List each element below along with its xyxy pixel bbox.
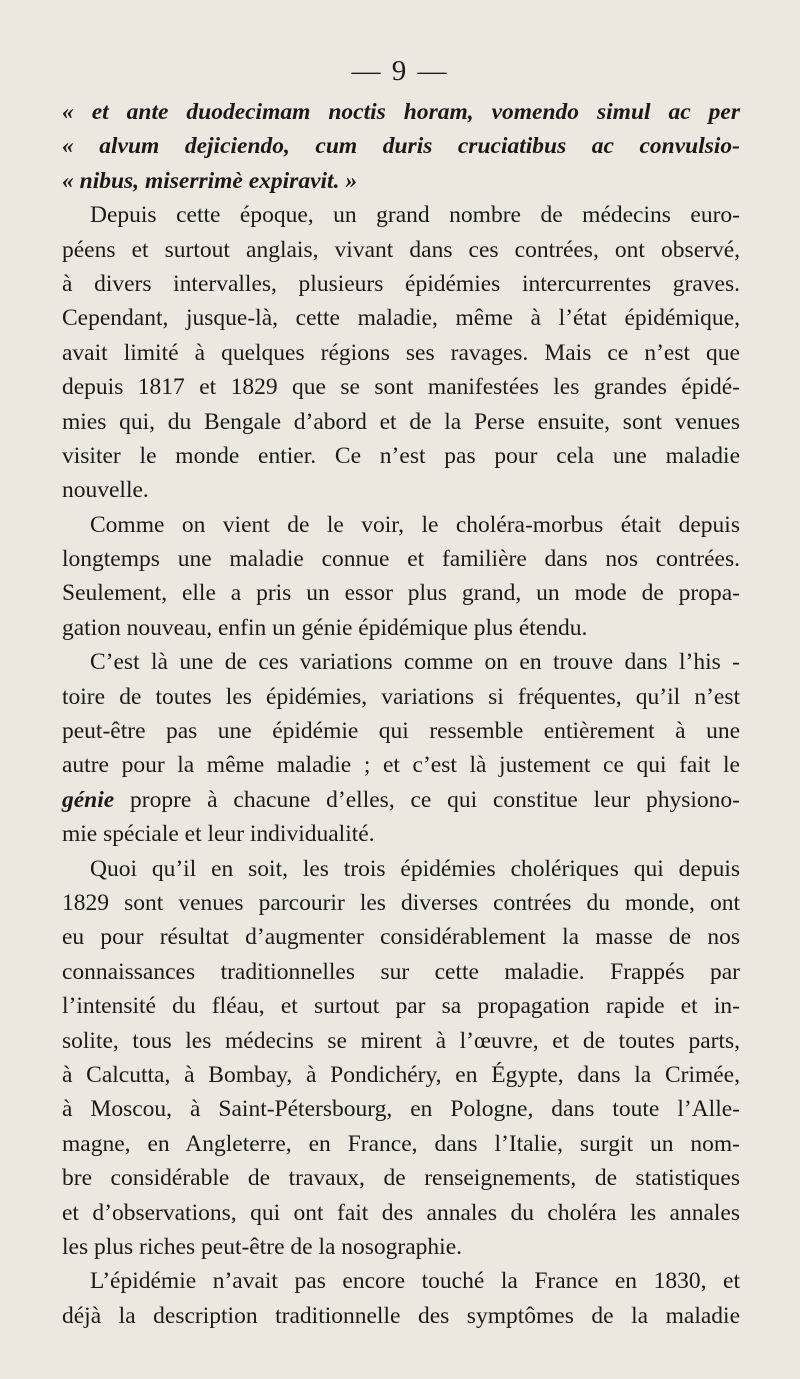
paragraph-line: connaissances traditionnelles sur cette maladie. Frappés par xyxy=(62,958,740,985)
quote-line: « alvum dejiciendo, cum duris cruciatibus ac convulsio- xyxy=(62,133,740,160)
paragraph-line: péens et surtout anglais, vivant dans ces contrées, ont observé, xyxy=(62,236,740,263)
paragraph-line: nouvelle. xyxy=(62,477,149,504)
paragraph-line: Cependant, jusque-là, cette maladie, même à l’état épidémique, xyxy=(62,305,740,332)
paragraph-line: déjà la description traditionnelle des symptômes de la maladie xyxy=(62,1302,740,1329)
page-text xyxy=(62,95,740,1333)
paragraph-line: L’épidémie n’avait pas encore touché la France en 1830, et xyxy=(90,1268,740,1295)
quote-line: « nibus, miserrimè expiravit. » xyxy=(62,167,358,194)
paragraph-line: Seulement, elle a pris un essor plus grand, un mode de propa- xyxy=(62,580,740,607)
paragraph-line xyxy=(62,783,740,817)
paragraph-line: et d’observations, qui ont fait des annales du choléra les annales xyxy=(62,1199,740,1226)
paragraph-line: magne, en Angleterre, en France, dans l’Italie, surgit un nom- xyxy=(62,1130,740,1157)
paragraph-line: gation nouveau, enfin un génie épidémique plus étendu. xyxy=(62,614,588,641)
paragraph-line: les plus riches peut-être de la nosographie. xyxy=(62,1233,463,1260)
paragraph-line: avait limité à quelques régions ses ravages. Mais ce n’est que xyxy=(62,339,740,366)
paragraph-line: autre pour la même maladie ; et c’est là justement ce qui fait le xyxy=(62,752,740,779)
paragraph-line: Depuis cette époque, un grand nombre de médecins euro- xyxy=(90,202,740,229)
page-number: — 9 — xyxy=(351,55,449,87)
paragraph-line: depuis 1817 et 1829 que se sont manifestées les grandes épidé- xyxy=(62,374,740,401)
paragraph-line: visiter le monde entier. Ce n’est pas pour cela une maladie xyxy=(62,442,740,469)
paragraph-line: à Calcutta, à Bombay, à Pondichéry, en Égypte, dans la Crimée, xyxy=(62,1061,740,1088)
paragraph-line: à Moscou, à Saint-Pétersbourg, en Pologne, dans toute l’Alle- xyxy=(62,1096,740,1123)
paragraph-line-rest: propre à chacune d’elles, ce qui constitue leur physiono- xyxy=(114,786,740,813)
paragraph-line: Quoi qu’il en soit, les trois épidémies cholériques qui depuis xyxy=(90,855,740,882)
paragraph-line: Comme on vient de le voir, le choléra-morbus était depuis xyxy=(90,511,740,538)
paragraph-line: bre considérable de travaux, de renseignements, de statistiques xyxy=(62,1165,740,1192)
paragraph-line: C’est là une de ces variations comme on en trouve dans l’his - xyxy=(90,649,740,676)
paragraph-line: peut-être pas une épidémie qui ressemble entièrement à une xyxy=(62,718,740,745)
quote-line: « et ante duodecimam noctis horam, vomendo simul ac per xyxy=(62,99,740,125)
paragraph-line: eu pour résultat d’augmenter considérablement la masse de nos xyxy=(62,924,740,951)
paragraph-line: 1829 sont venues parcourir les diverses contrées du monde, ont xyxy=(62,889,740,916)
paragraph-line: l’intensité du fléau, et surtout par sa propagation rapide et in- xyxy=(62,993,740,1020)
paragraph-line: à divers intervalles, plusieurs épidémies intercurrentes graves. xyxy=(62,270,740,297)
paragraph-line: mie spéciale et leur individualité. xyxy=(62,821,375,848)
paragraph-line: longtemps une maladie connue et familière dans nos contrées. xyxy=(62,546,740,573)
paragraph-line: toire de toutes les épidémies, variations si fréquentes, qu’il n’est xyxy=(62,683,740,710)
paragraph-line: solite, tous les médecins se mirent à l’œuvre, et de toutes parts, xyxy=(62,1027,740,1054)
emphasized-word: génie xyxy=(62,786,115,813)
paragraph-line: mies qui, du Bengale d’abord et de la Perse ensuite, sont venues xyxy=(62,408,740,435)
